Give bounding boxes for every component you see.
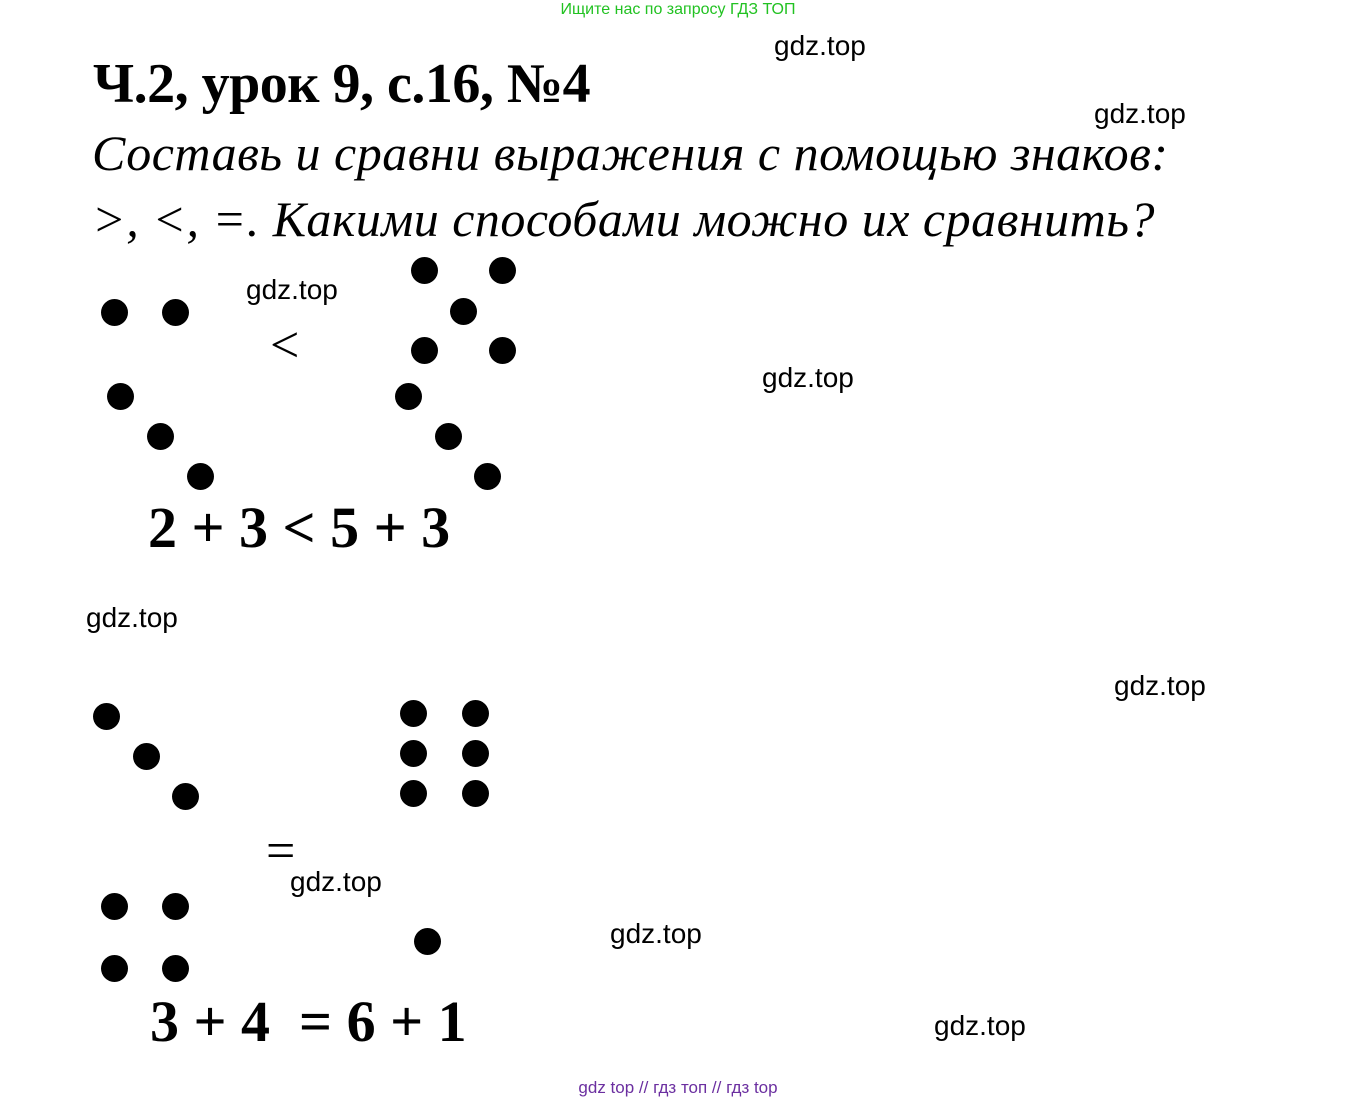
dot: [474, 463, 501, 490]
dot: [462, 740, 489, 767]
dot: [400, 780, 427, 807]
watermark: gdz.top: [246, 274, 338, 305]
watermark: gdz.top: [290, 866, 382, 897]
dot: [411, 257, 438, 284]
dot: [462, 700, 489, 727]
task-text-line-1: Составь и сравни выражения с помощью знаков:: [92, 125, 1169, 181]
dot: [107, 383, 134, 410]
watermark: gdz.top: [774, 30, 866, 61]
dot: [133, 743, 160, 770]
equation-1: 2 + 3 < 5 + 3: [148, 495, 451, 560]
watermark: gdz.top: [610, 918, 702, 949]
dot: [101, 893, 128, 920]
dot: [400, 740, 427, 767]
dot: [395, 383, 422, 410]
footer-links: gdz top // гдз топ // гдз top: [578, 1078, 778, 1097]
dot: [414, 928, 441, 955]
watermark: gdz.top: [1094, 98, 1186, 129]
comparison-sign-less: <: [270, 317, 300, 374]
dot: [93, 703, 120, 730]
dot: [101, 299, 128, 326]
dot: [162, 893, 189, 920]
dot: [172, 783, 199, 810]
dot: [489, 337, 516, 364]
dot: [147, 423, 174, 450]
comparison-sign-equal: =: [266, 823, 296, 880]
dot: [435, 423, 462, 450]
watermark: gdz.top: [86, 602, 178, 633]
dot: [462, 780, 489, 807]
dot: [400, 700, 427, 727]
dot: [489, 257, 516, 284]
top-banner: Ищите нас по запросу ГДЗ ТОП: [560, 1, 796, 18]
watermark: gdz.top: [762, 362, 854, 393]
dot: [162, 955, 189, 982]
dot: [411, 337, 438, 364]
page-title: Ч.2, урок 9, с.16, №4: [93, 53, 591, 115]
dot: [187, 463, 214, 490]
dot: [162, 299, 189, 326]
watermark: gdz.top: [934, 1010, 1026, 1041]
equation-2: 3 + 4 = 6 + 1: [150, 989, 467, 1054]
dot: [450, 298, 477, 325]
dot: [101, 955, 128, 982]
task-text-line-2: >, <, =. Какими способами можно их сравнить?: [92, 191, 1155, 247]
watermark: gdz.top: [1114, 670, 1206, 701]
